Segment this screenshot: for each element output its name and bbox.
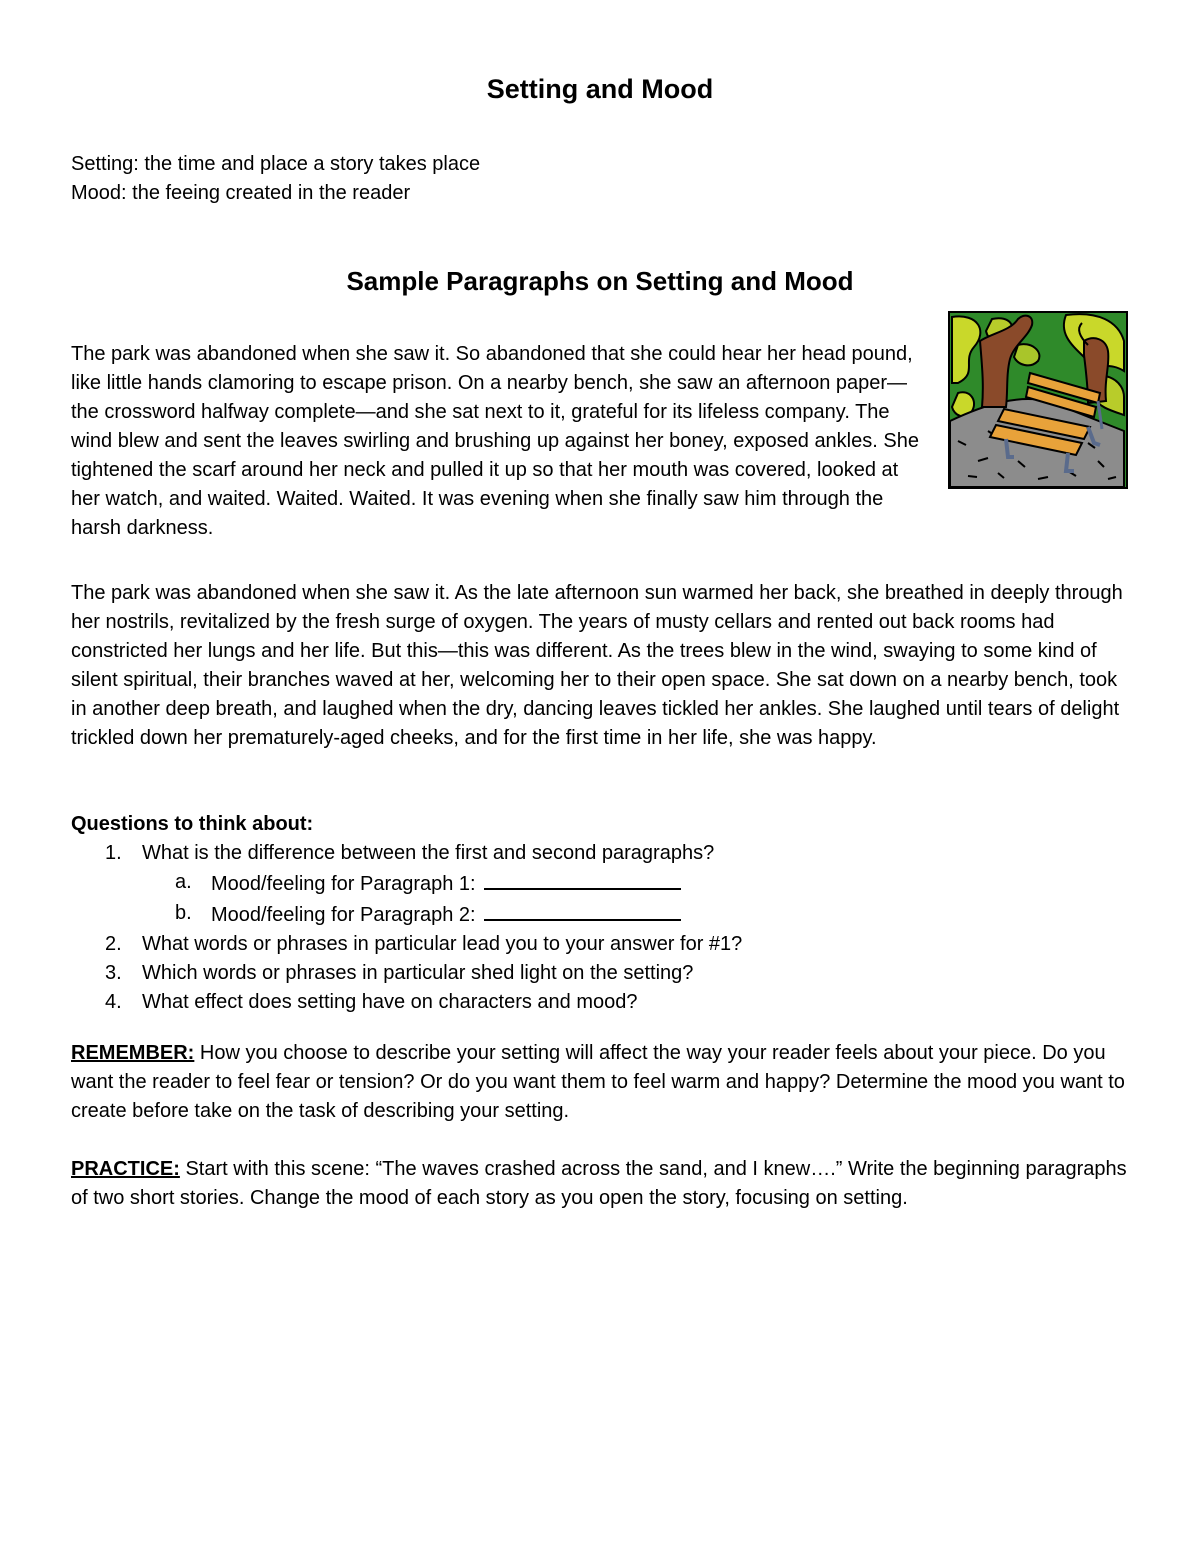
question-number: 2. (105, 933, 122, 955)
question-number: 3. (105, 962, 122, 984)
practice-note (71, 1155, 1133, 1213)
question-number: 4. (105, 991, 122, 1013)
question-subitem (71, 899, 1131, 930)
question-text: Which words or phrases in particular shed light on the setting? (142, 962, 694, 984)
subitem-letter: b. (175, 902, 192, 924)
answer-blank-2[interactable] (484, 899, 681, 921)
sample-paragraph-1: The park was abandoned when she saw it. So abandoned that she could hear her head pound, like little hands clamoring to escape prison. On a nearby bench, she saw an afternoon paper—the crossword halfway complete—and she sat next to it, grateful for its lifeless company. The wind blew and sent the leaves swirling and brushing up against her boney, exposed ankles. She tightened the scarf around her neck and pulled it up so that her mouth was covered, looked at her watch, and waited. Waited. Waited. It was evening when she finally saw him through the harsh darkness. (71, 343, 919, 539)
definitions (71, 150, 480, 208)
question-text: What words or phrases in particular lead you to your answer for #1? (142, 933, 743, 955)
section-heading: Sample Paragraphs on Setting and Mood (346, 266, 854, 296)
question-text: What effect does setting have on characters and mood? (142, 991, 638, 1013)
questions-list (71, 839, 1131, 1017)
question-item (71, 959, 1131, 988)
question-item (71, 839, 1131, 868)
practice-label: PRACTICE: (71, 1158, 180, 1180)
questions-heading: Questions to think about: (71, 813, 314, 835)
questions-section (71, 810, 1131, 1017)
question-number: 1. (105, 842, 122, 864)
park-bench-illustration-icon (948, 311, 1128, 489)
subitem-letter: a. (175, 871, 192, 893)
remember-note (71, 1039, 1133, 1126)
question-text: What is the difference between the first and second paragraphs? (142, 842, 715, 864)
answer-blank-1[interactable] (484, 868, 681, 890)
definition-mood: Mood: the feeing created in the reader (71, 182, 411, 204)
definition-setting: Setting: the time and place a story takes place (71, 153, 481, 175)
question-item (71, 930, 1131, 959)
practice-text: Start with this scene: “The waves crashed across the sand, and I knew….” Write the beginning paragraphs of two short stories. Change the mood of each story as you open the story, focusing on setting. (71, 1158, 1127, 1209)
question-subitem (71, 868, 1131, 899)
question-item (71, 988, 1131, 1017)
subitem-text: Mood/feeling for Paragraph 2: (211, 904, 476, 926)
remember-label: REMEMBER: (71, 1042, 195, 1064)
sample-paragraph-2: The park was abandoned when she saw it. As the late afternoon sun warmed her back, she breathed in deeply through her nostrils, revitalized by the fresh surge of oxygen. The years of musty cellars and rented out back rooms had constricted her lungs and her life. But this—this was different. As the trees blew in the wind, swaying to some kind of silent spiritual, their branches waved at her, welcoming her to their open space. She sat down on a nearby bench, took in another deep breath, and laughed when the dry, dancing leaves tickled her ankles. She laughed until tears of delight trickled down her prematurely-aged cheeks, and for the first time in her life, she was happy. (71, 582, 1123, 749)
subitem-text: Mood/feeling for Paragraph 1: (211, 873, 476, 895)
remember-text: How you choose to describe your setting will affect the way your reader feels about your piece. Do you want the reader to feel fear or tension? Or do you want them to feel warm and happy? Determine the mood you want to create before take on the task of describing your setting. (71, 1042, 1125, 1122)
page-title: Setting and Mood (486, 74, 714, 104)
